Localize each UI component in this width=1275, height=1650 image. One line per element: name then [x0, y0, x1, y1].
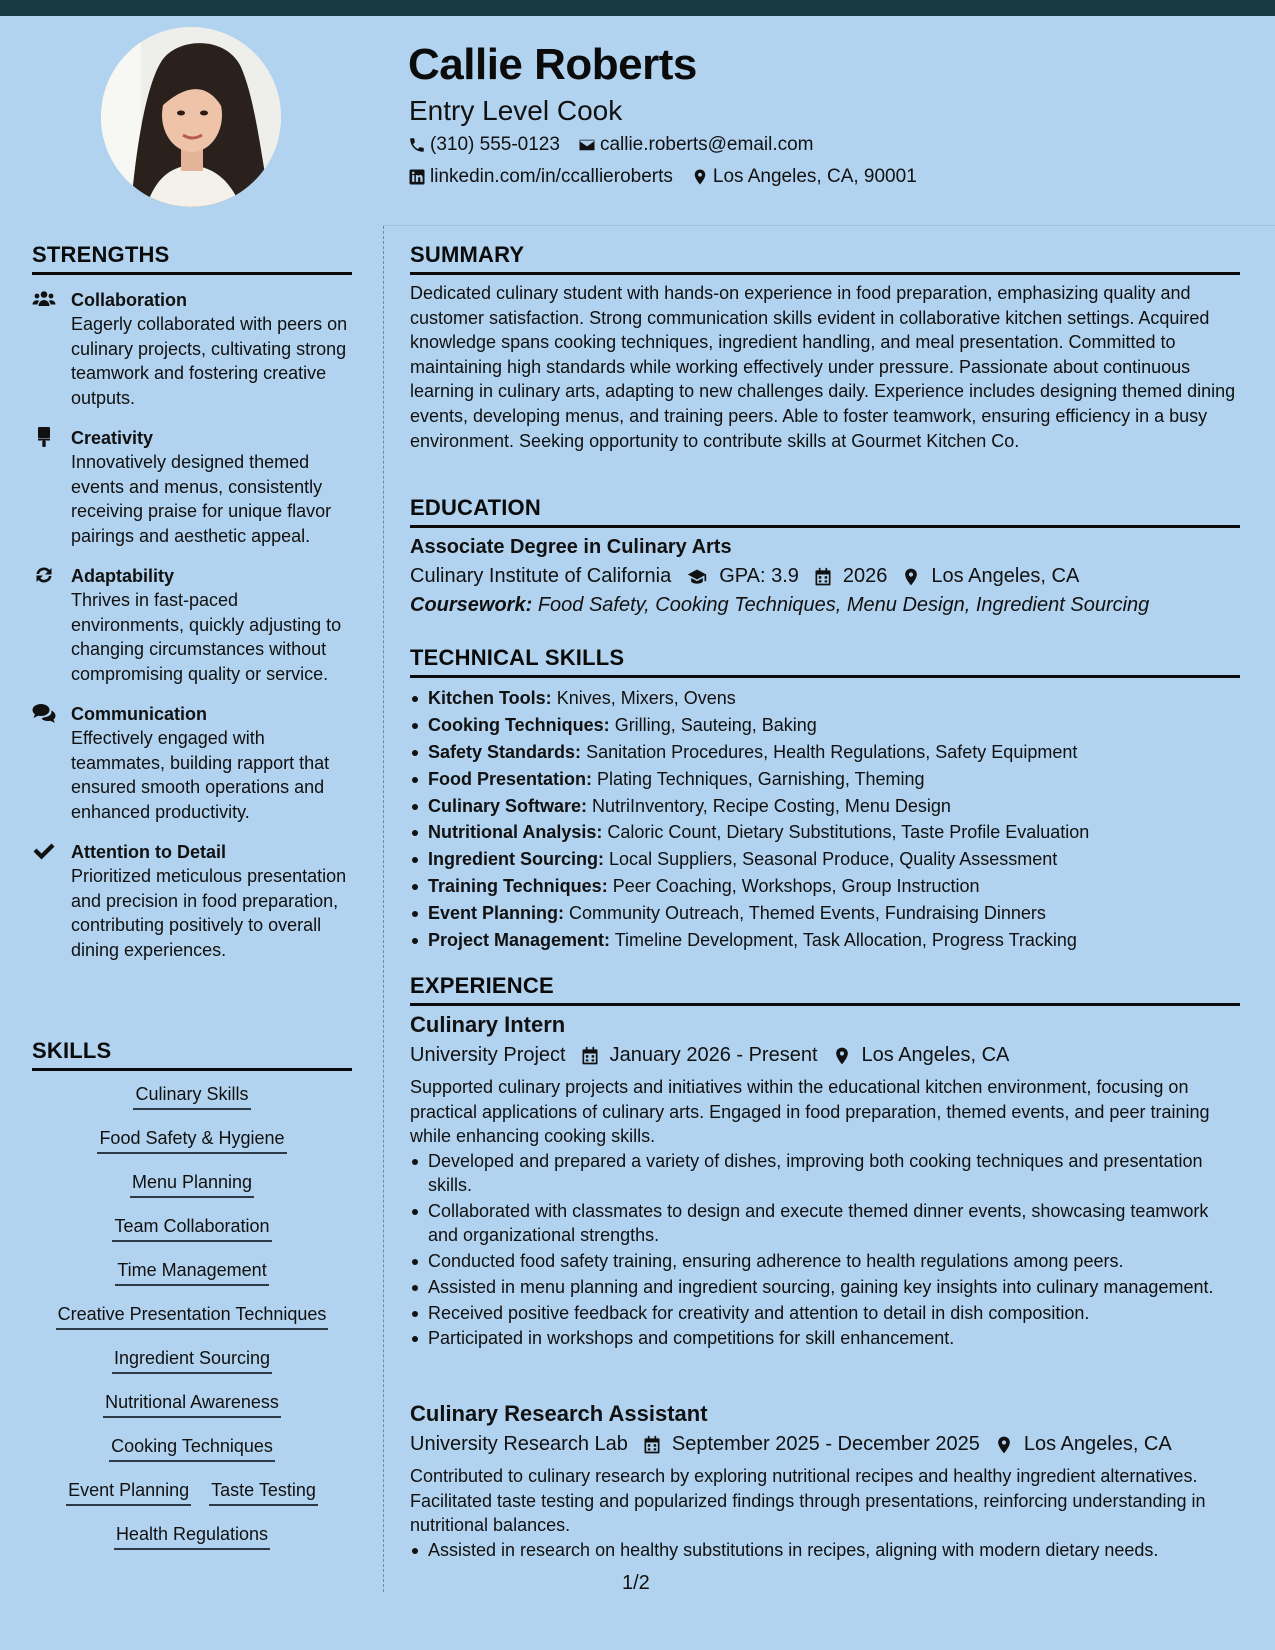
skills-heading: SKILLS	[32, 1038, 352, 1071]
strength-desc: Effectively engaged with teammates, building rapport that ensured smooth operations and enhanced productivity.	[71, 728, 330, 822]
list-item	[410, 794, 1240, 819]
list-item: Conducted food safety training, ensuring adherence to health regulations among peers.	[410, 1249, 1240, 1274]
phone-icon	[408, 136, 426, 154]
strength-desc: Eagerly collaborated with peers on culinary projects, cultivating strong teamwork and fostering creative outputs.	[71, 314, 348, 408]
experience-heading: EXPERIENCE	[410, 973, 1240, 1006]
location-text: Los Angeles, CA, 90001	[712, 166, 917, 187]
skill-label: Safety Standards:	[428, 741, 582, 762]
contact-location	[691, 166, 917, 188]
strength-item	[32, 840, 352, 962]
technical-skills-heading: TECHNICAL SKILLS	[410, 645, 1240, 678]
calendar-icon	[580, 1046, 600, 1066]
skill-label: Nutritional Analysis:	[428, 822, 603, 843]
list-item: Collaborated with classmates to design and execute themed dinner events, showcasing teamwork and organizational strengths.	[410, 1199, 1240, 1248]
skill-label: Training Techniques:	[428, 876, 608, 897]
list-item	[410, 847, 1240, 872]
skill-value: Sanitation Procedures, Health Regulations, Safety Equipment	[586, 741, 1078, 762]
job-meta	[410, 1044, 1240, 1067]
strength-item	[32, 288, 352, 410]
strength-item	[32, 564, 352, 686]
job-meta	[410, 1433, 1240, 1456]
phone-text: (310) 555-0123	[430, 134, 560, 155]
job-dates: September 2025 - December 2025	[671, 1433, 980, 1455]
list-item: Received positive feedback for creativity and attention to detail in dish composition.	[410, 1301, 1240, 1326]
job-dates: January 2026 - Present	[609, 1044, 818, 1066]
summary-heading: SUMMARY	[410, 242, 1240, 275]
skill-value: Plating Techniques, Garnishing, Theming	[597, 768, 925, 789]
skill-value: Timeline Development, Task Allocation, Progress Tracking	[614, 930, 1077, 951]
skill-label: Food Presentation:	[428, 768, 593, 789]
skill-tag: Cooking Techniques	[109, 1434, 275, 1462]
top-bar	[0, 0, 1275, 16]
job-org: University Project	[410, 1044, 566, 1066]
coursework-list: Food Safety, Cooking Techniques, Menu Design, Ingredient Sourcing	[537, 594, 1150, 616]
skill-value: Caloric Count, Dietary Substitutions, Taste Profile Evaluation	[607, 822, 1090, 843]
job-bullets	[410, 1538, 1240, 1563]
job-bullets	[410, 1149, 1240, 1351]
header-separator	[383, 225, 1275, 226]
check-icon	[32, 841, 56, 861]
list-item	[410, 767, 1240, 792]
degree: Associate Degree in Culinary Arts	[410, 536, 732, 558]
skill-value: Community Outreach, Themed Events, Fundraising Dinners	[569, 903, 1046, 924]
strengths-heading: STRENGTHS	[32, 242, 352, 275]
sync-icon	[32, 565, 56, 585]
list-item	[410, 740, 1240, 765]
skill-value: Peer Coaching, Workshops, Group Instruction	[612, 876, 980, 897]
paint-brush-icon	[32, 427, 56, 447]
map-pin-icon	[994, 1435, 1014, 1455]
candidate-title: Entry Level Cook	[409, 95, 623, 126]
job-title: Culinary Intern	[410, 1012, 566, 1037]
list-item: Developed and prepared a variety of dishes, improving both cooking techniques and presentation skills.	[410, 1149, 1240, 1198]
list-item	[410, 901, 1240, 926]
strength-desc: Thrives in fast-paced environments, quickly adjusting to changing circumstances without compromising quality or service.	[71, 590, 342, 684]
coursework-label: Coursework:	[410, 594, 533, 616]
job-description: Contributed to culinary research by exploring nutritional recipes and healthy ingredient alternatives. Facilitated taste testing and popularized findings through presentations, reinforcing understanding in nutritional balances.	[410, 1466, 1206, 1535]
experience-job-1	[410, 1012, 1240, 1352]
contact-row-secondary	[408, 166, 935, 188]
contact-phone[interactable]	[408, 134, 560, 156]
skill-value: Knives, Mixers, Ovens	[556, 688, 736, 708]
strength-title: Collaboration	[71, 290, 187, 310]
summary-text: Dedicated culinary student with hands-on experience in food preparation, emphasizing quality and customer satisfaction. Strong communication skills evident in collaborative kitchen settings. Acquired knowledge spans cooking techniques, ingredient handling, and meal presentation. Committed to maintaining high standards while working effectively under pressure. Passionate about continuous learning in culinary arts, adapting to new challenges daily. Experience includes designing themed dining events, developing menus, and training peers. Able to foster teamwork, ensuring efficiency in a busy environment. Seeking opportunity to contribute skills at Gourmet Kitchen Co.	[410, 283, 1236, 451]
list-item	[410, 874, 1240, 899]
map-pin-icon	[901, 567, 921, 587]
list-item: Participated in workshops and competitions for skill enhancement.	[410, 1326, 1240, 1351]
skill-tag: Team Collaboration	[112, 1214, 271, 1242]
list-item	[410, 686, 1240, 711]
skill-value: Local Suppliers, Seasonal Produce, Quality Assessment	[609, 849, 1058, 870]
profile-photo	[101, 27, 281, 207]
technical-skills-list	[410, 686, 1240, 955]
skill-label: Project Management:	[428, 930, 611, 951]
strengths-list	[32, 288, 352, 978]
strength-item	[32, 426, 352, 548]
skills-list	[32, 1082, 352, 1566]
strength-title: Attention to Detail	[71, 842, 226, 862]
strength-desc: Innovatively designed themed events and menus, consistently receiving praise for unique flavor pairings and aesthetic appeal.	[71, 452, 332, 546]
column-divider	[383, 226, 384, 1592]
skill-value: NutriInventory, Recipe Costing, Menu Design	[592, 795, 951, 816]
map-pin-icon	[832, 1046, 852, 1066]
skill-tag: Taste Testing	[209, 1478, 318, 1506]
map-pin-icon	[691, 168, 709, 186]
skill-label: Culinary Software:	[428, 795, 588, 816]
list-item: Assisted in research on healthy substitutions in recipes, aligning with modern dietary needs.	[410, 1538, 1240, 1563]
list-item: Assisted in menu planning and ingredient sourcing, gaining key insights into culinary management.	[410, 1275, 1240, 1300]
contact-row-primary	[408, 134, 832, 156]
linkedin-text: linkedin.com/in/ccallieroberts	[430, 166, 673, 187]
envelope-icon	[578, 136, 596, 154]
email-text: callie.roberts@email.com	[599, 134, 814, 155]
gpa: GPA: 3.9	[719, 565, 799, 587]
coursework	[410, 594, 1240, 617]
skill-tag: Ingredient Sourcing	[112, 1346, 272, 1374]
job-description: Supported culinary projects and initiatives within the educational kitchen environment, focusing on practical applications of culinary arts. Engaged in food preparation, themed events, and peer training while enhancing cooking skills.	[410, 1077, 1210, 1146]
list-item	[410, 820, 1240, 845]
skill-value: Grilling, Sauteing, Baking	[614, 714, 817, 735]
skill-tag: Event Planning	[66, 1478, 191, 1506]
skill-tag: Culinary Skills	[133, 1082, 250, 1110]
linkedin-icon	[408, 168, 426, 186]
strength-desc: Prioritized meticulous presentation and precision in food preparation, contributing positively to overall dining experiences.	[71, 866, 347, 960]
calendar-icon	[642, 1435, 662, 1455]
comments-icon	[32, 703, 56, 723]
job-location: Los Angeles, CA	[1023, 1433, 1172, 1455]
skill-tag: Creative Presentation Techniques	[56, 1302, 329, 1330]
education-block	[410, 536, 1240, 617]
contact-linkedin[interactable]	[408, 166, 673, 188]
candidate-name: Callie Roberts	[408, 40, 697, 89]
graduation-year: 2026	[842, 565, 888, 587]
avatar-portrait	[101, 27, 281, 207]
skill-label: Kitchen Tools:	[428, 688, 552, 708]
skill-tag: Health Regulations	[114, 1522, 270, 1550]
skill-tag: Nutritional Awareness	[103, 1390, 281, 1418]
strength-title: Communication	[71, 704, 208, 724]
users-icon	[32, 289, 56, 309]
school: Culinary Institute of California	[410, 565, 672, 587]
education-meta	[410, 565, 1240, 588]
graduation-cap-icon	[685, 567, 709, 587]
skill-tag: Time Management	[115, 1258, 268, 1286]
skill-tag: Menu Planning	[130, 1170, 254, 1198]
job-title: Culinary Research Assistant	[410, 1401, 708, 1426]
page-number: 1/2	[622, 1572, 650, 1594]
contact-email[interactable]	[578, 134, 814, 156]
skill-tag: Food Safety & Hygiene	[97, 1126, 286, 1154]
skill-label: Cooking Techniques:	[428, 714, 610, 735]
list-item	[410, 713, 1240, 738]
skill-label: Ingredient Sourcing:	[428, 849, 605, 870]
education-heading: EDUCATION	[410, 495, 1240, 528]
job-org: University Research Lab	[410, 1433, 628, 1455]
strength-item	[32, 702, 352, 824]
education-location: Los Angeles, CA	[931, 565, 1080, 587]
strength-title: Creativity	[71, 428, 154, 448]
strength-title: Adaptability	[71, 566, 175, 586]
calendar-icon	[813, 567, 833, 587]
job-location: Los Angeles, CA	[861, 1044, 1010, 1066]
list-item	[410, 928, 1240, 953]
skill-label: Event Planning:	[428, 903, 565, 924]
experience-job-2	[410, 1401, 1240, 1563]
